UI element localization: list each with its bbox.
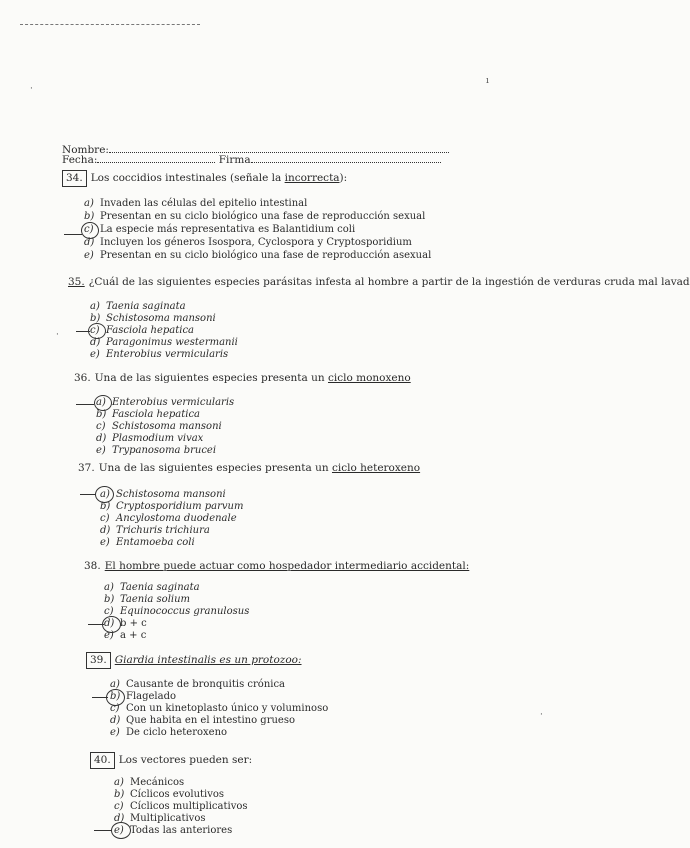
option-letter: a) [90, 301, 100, 312]
option-text: Mecánicos [130, 777, 185, 788]
question-number: 35. [68, 276, 85, 288]
stem-text: ¿Cuál de las siguientes especies parásitas infesta al hombre a partir de la ingestión de verduras cruda mal lavad [88, 276, 690, 288]
scan-speck: · [540, 710, 543, 720]
option-letter: b) [100, 501, 111, 512]
question-stem [78, 462, 420, 475]
option-letter: c) [84, 224, 94, 235]
option[interactable] [96, 445, 216, 456]
option-text: Paragonimus westermanii [106, 337, 238, 348]
option-text: Plasmodium vivax [112, 433, 204, 444]
option[interactable] [104, 606, 249, 617]
option[interactable] [84, 224, 355, 235]
option-text: Taenia saginata [106, 301, 186, 312]
answer-circle [111, 822, 131, 839]
option-letter: b) [96, 409, 107, 420]
option-letter: d) [114, 813, 125, 824]
question-stem [90, 752, 252, 769]
scan-speck: · [30, 84, 33, 94]
option-text: Equinococcus granulosus [120, 606, 250, 617]
stem-text: El hombre puede actuar como hospedador intermediario accidental: [104, 560, 470, 572]
option[interactable] [96, 433, 203, 444]
stem-end: ): [339, 172, 348, 184]
question-number: 39. [86, 652, 111, 669]
option-letter: c) [90, 325, 100, 336]
option[interactable] [84, 198, 307, 209]
option-text: La especie más representativa es Balantidium coli [100, 224, 356, 235]
stem-text: Una de las siguientes especies presenta un [98, 462, 332, 474]
option-text: Ancylostoma duodenale [116, 513, 237, 524]
question-38 [84, 560, 469, 573]
option-letter: b) [90, 313, 101, 324]
option-text: Presentan en su ciclo biológico una fase de reproducción asexual [100, 250, 432, 261]
option-text: Con un kinetoplasto único y voluminoso [126, 703, 329, 714]
option-text: Schistosoma mansoni [106, 313, 216, 324]
option-letter: e) [114, 825, 124, 836]
signature-line[interactable] [251, 153, 441, 163]
option-text: Schistosoma mansoni [116, 489, 226, 500]
option-text: Trichuris trichiura [116, 525, 210, 536]
question-37 [78, 462, 420, 475]
option[interactable] [90, 349, 228, 360]
option-letter: b) [114, 789, 125, 800]
date-field-row [62, 153, 441, 166]
option-text: Invaden las células del epitelio intestinal [100, 198, 308, 209]
option[interactable] [114, 777, 184, 788]
option-letter: a) [96, 397, 106, 408]
option-text: Trypanosoma brucei [112, 445, 217, 456]
option-text: Cíclicos multiplicativos [130, 801, 248, 812]
option-letter: d) [104, 618, 115, 629]
signature-label: Firma [218, 154, 251, 166]
option-text: Fasciola hepatica [112, 409, 201, 420]
stem-text: Los vectores pueden ser: [118, 754, 253, 766]
option-text: Enterobius vermicularis [112, 397, 235, 408]
option-letter: a) [104, 582, 114, 593]
question-number: 36. [74, 372, 91, 384]
option-text: Multiplicativos [130, 813, 206, 824]
answer-circle [95, 486, 114, 503]
option-letter: b) [104, 594, 115, 605]
option-letter: c) [104, 606, 114, 617]
question-stem [74, 372, 411, 385]
option-letter: d) [110, 715, 121, 726]
option-letter: e) [96, 445, 106, 456]
option-letter: b) [84, 211, 95, 222]
option-text: Flagelado [126, 691, 176, 702]
option[interactable] [100, 525, 210, 536]
option[interactable] [90, 301, 186, 312]
option-letter: d) [100, 525, 111, 536]
question-stem [86, 652, 302, 669]
option-text: Presentan en su ciclo biológico una fase de reproducción sexual [100, 211, 426, 222]
option-letter: c) [110, 703, 120, 714]
question-number: 37. [78, 462, 95, 474]
name-line[interactable] [109, 143, 449, 153]
top-edge-line [20, 24, 200, 25]
option[interactable] [100, 501, 243, 512]
option-text: Fasciola hepatica [106, 325, 195, 336]
option[interactable] [84, 250, 431, 261]
scan-speck: · [56, 330, 59, 340]
question-stem [84, 560, 469, 573]
option-text: b + c [120, 618, 147, 629]
option-letter: e) [100, 537, 110, 548]
date-label: Fecha: [62, 154, 98, 166]
option[interactable] [114, 801, 248, 812]
option-letter: b) [110, 691, 121, 702]
option-text: De ciclo heteroxeno [126, 727, 228, 738]
question-36 [74, 372, 411, 385]
option[interactable] [110, 715, 295, 726]
option-text: a + c [120, 630, 147, 641]
option-letter: c) [114, 801, 124, 812]
stem-text: Giardia intestinalis es un protozoo: [114, 654, 302, 666]
option-letter: e) [110, 727, 120, 738]
question-40 [90, 752, 252, 769]
question-number: 34. [62, 170, 87, 187]
option-text: Incluyen los géneros Isospora, Cyclospora y Cryptosporidium [100, 237, 412, 248]
option-letter: e) [104, 630, 114, 641]
stem-emphasis: incorrecta [284, 172, 340, 184]
option[interactable] [100, 513, 237, 524]
option[interactable] [96, 421, 222, 432]
option-letter: c) [100, 513, 110, 524]
question-number: 40. [90, 752, 115, 769]
option[interactable] [84, 237, 412, 248]
option-letter: d) [90, 337, 101, 348]
scan-speck: ı [486, 76, 489, 86]
option-text: Taenia solium [120, 594, 191, 605]
option[interactable] [84, 211, 425, 222]
option-letter: c) [96, 421, 106, 432]
answer-mark-dash [94, 830, 112, 831]
option-letter: a) [100, 489, 110, 500]
option[interactable] [104, 594, 190, 605]
option[interactable] [110, 703, 328, 714]
name-label: Nombre: [62, 144, 109, 156]
date-line[interactable] [97, 153, 215, 163]
answer-mark-dash [80, 494, 96, 495]
option[interactable] [104, 582, 200, 593]
option[interactable] [100, 537, 195, 548]
option-letter: e) [90, 349, 100, 360]
stem-text: Los coccidios intestinales (señale la [90, 172, 285, 184]
option-text: Entamoeba coli [116, 537, 195, 548]
answer-circle [88, 323, 106, 339]
question-number: 38. [84, 560, 101, 572]
option-letter: d) [96, 433, 107, 444]
option-letter: d) [84, 237, 95, 248]
option[interactable] [114, 789, 224, 800]
question-35 [68, 276, 690, 289]
option[interactable] [96, 409, 200, 420]
option-letter: e) [84, 250, 94, 261]
option[interactable] [100, 489, 226, 500]
stem-text: Una de las siguientes especies presenta un [94, 372, 328, 384]
answer-mark-dash [64, 234, 82, 235]
answer-circle [94, 395, 112, 411]
option-text: Enterobius vermicularis [106, 349, 229, 360]
answer-circle [106, 689, 125, 706]
option-letter: a) [84, 198, 94, 209]
option-text: Todas las anteriores [130, 825, 233, 836]
stem-emphasis: ciclo heteroxeno [331, 462, 421, 474]
stem-emphasis: ciclo monoxeno [327, 372, 411, 384]
question-39 [86, 652, 302, 669]
option[interactable] [110, 679, 285, 690]
option-text: Taenia saginata [120, 582, 200, 593]
option[interactable] [90, 337, 238, 348]
option[interactable] [90, 313, 216, 324]
question-stem [68, 276, 690, 289]
option[interactable] [96, 397, 234, 408]
answer-circle [81, 222, 99, 239]
answer-mark-dash [76, 404, 94, 405]
option-text: Causante de bronquitis crónica [126, 679, 286, 690]
option[interactable] [110, 727, 227, 738]
option[interactable] [114, 825, 232, 836]
question-34 [62, 170, 347, 187]
question-stem [62, 170, 347, 187]
option-letter: a) [110, 679, 120, 690]
option-text: Que habita en el intestino grueso [126, 715, 295, 726]
answer-circle [102, 616, 121, 633]
option-letter: a) [114, 777, 124, 788]
option-text: Cíclicos evolutivos [130, 789, 225, 800]
option-text: Cryptosporidium parvum [116, 501, 244, 512]
option-text: Schistosoma mansoni [112, 421, 222, 432]
option[interactable] [114, 813, 205, 824]
